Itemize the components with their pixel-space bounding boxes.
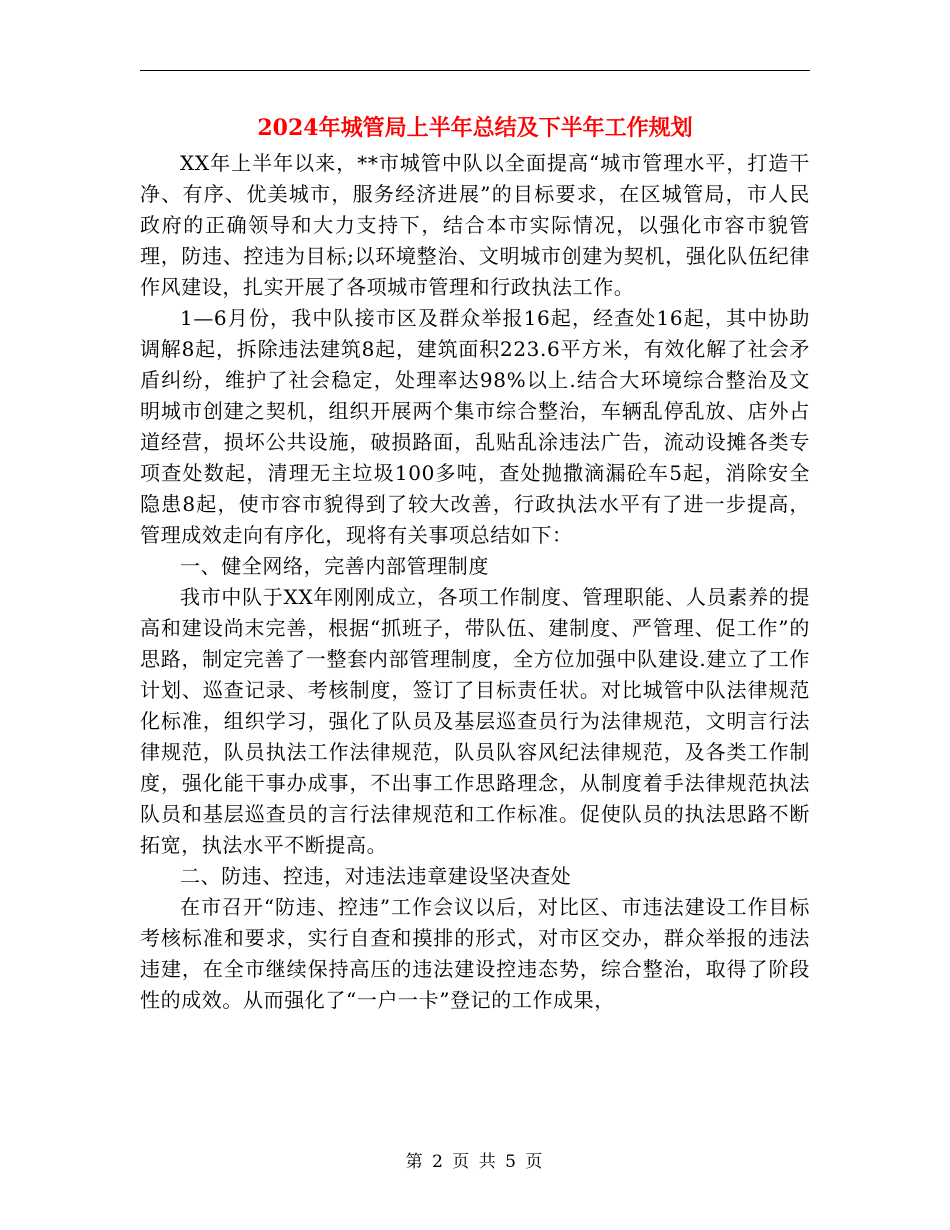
document-title: 2024年城管局上半年总结及下半年工作规划 [257,115,693,141]
paragraph-section-2: 在市召开“防违、控违”工作会议以后，对比区、市违法建设工作目标考核标准和要求，实行自查和摸排的形式，对市区交办，群众举报的违法违建，在全市继续保持高压的违法建设控违态势，综合整治，取得了阶段性的成效。从而强化了“一户一卡”登记的工作成果， [140,895,810,1012]
document-body [140,148,810,1016]
header-rule [140,70,810,71]
paragraph-section-1: 我市中队于XX年刚刚成立，各项工作制度、管理职能、人员素养的提高和建设尚末完善，根据“抓班子，带队伍、建制度、严管理、促工作”的思路，制定完善了一整套内部管理制度，全方位加强中队建设.建立了工作计划、巡查记录、考核制度，签订了目标责任状。对比城管中队法律规范化标准，组织学习，强化了队员及基层巡查员行为法律规范，文明言行法律规范，队员执法工作法律规范，队员队容风纪法律规范，及各类工作制度，强化能干事办成事，不出事工作思路理念，从制度着手法律规范执法队员和基层巡查员的言行法律规范和工作标准。促使队员的执法思路不断拓宽，执法水平不断提高。 [140,585,810,857]
paragraph-statistics: 1—6月份，我中队接市区及群众举报16起，经查处16起，其中协助调解8起，拆除违法建筑8起，建筑面积223.6平方米，有效化解了社会矛盾纠纷，维护了社会稳定，处理率达98%以上.结合大环境综合整治及文明城市创建之契机，组织开展两个集市综合整治，车辆乱停乱放、店外占道经营，损坏公共设施，破损路面，乱贴乱涂违法广告，流动设摊各类专项查处数起，清理无主垃圾100多吨，查处抛撒滴漏砼车5起，消除安全隐患8起，使市容市貌得到了较大改善，行政执法水平有了进一步提高，管理成效走向有序化，现将有关事项总结如下： [140,306,810,547]
section-heading-1: 一、健全网络，完善内部管理制度 [180,554,489,578]
section-heading-2: 二、防违、控违，对违法违章建设坚决查处 [180,864,572,888]
paragraph-intro: XX年上半年以来，**市城管中队以全面提高“城市管理水平，打造干净、有序、优美城市，服务经济进展”的目标要求，在区城管局，市人民政府的正确领导和大力支持下，结合本市实际情况，以强化市容市貌管理，防违、控违为目标;以环境整治、文明城市创建为契机，强化队伍纪律作风建设，扎实开展了各项城市管理和行政执法工作。 [140,151,810,299]
page-number-footer: 第 2 页 共 5 页 [405,1152,545,1172]
